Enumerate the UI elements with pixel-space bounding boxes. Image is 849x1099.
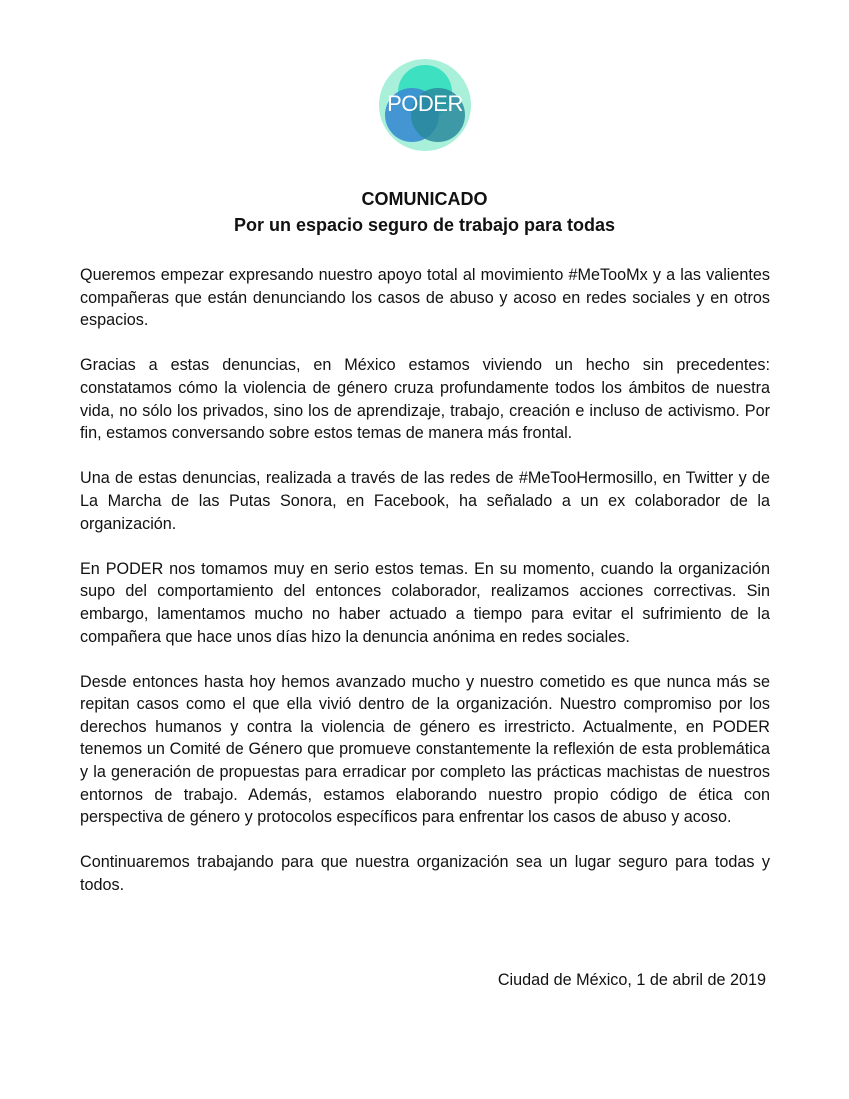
paragraph: Queremos empezar expresando nuestro apoyo total al movimiento #MeTooMx y a las valientes compañeras que están denunciando los casos de abuso y acoso en redes sociales y en otros espacios. [80, 266, 770, 330]
place-and-date: Ciudad de México, 1 de abril de 2019 [497, 971, 766, 989]
paragraph: Gracias a estas denuncias, en México estamos viviendo un hecho sin precedentes: constatamos cómo la violencia de género cruza profundamente todos los ámbitos de nuestra vida, no sólo los privados, sino los de aprendizaje, trabajo, creación e incluso de activismo. Por fin, estamos conversando sobre estos temas de manera más frontal. [80, 356, 770, 443]
document-body [80, 264, 770, 919]
document-label: COMUNICADO [361, 189, 488, 209]
document-title: Por un espacio seguro de trabajo para todas [233, 215, 616, 235]
paragraph: En PODER nos tomamos muy en serio estos temas. En su momento, cuando la organización supo del comportamiento del entonces colaborador, realizamos acciones correctivas. Sin embargo, lamentamos mucho no haber actuado a tiempo para evitar el sufrimiento de la compañera que hace unos días hizo la denuncia anónima en redes sociales. [80, 559, 770, 646]
paragraph: Continuaremos trabajando para que nuestra organización sea un lugar seguro para todas y todos. [80, 853, 770, 895]
paragraph: Desde entonces hasta hoy hemos avanzado mucho y nuestro cometido es que nunca más se repitan casos como el que ella vivió dentro de la organización. Nuestro compromiso por los derechos humanos y contra la violencia de género es irrestricto. Actualmente, en PODER tenemos un Comité de Género que promueve constantemente la reflexión de esta problemática y la generación de propuestas para erradicar por completo las prácticas machistas de nuestros entornos de trabajo. Además, estamos elaborando nuestro propio código de ética con perspectiva de género y protocolos específicos para enfrentar los casos de abuso y acoso. [80, 672, 770, 827]
document-heading [0, 186, 849, 238]
poder-logo [378, 58, 472, 152]
paragraph: Una de estas denuncias, realizada a través de las redes de #MeTooHermosillo, en Twitter y de La Marcha de las Putas Sonora, en Facebook, ha señalado a un ex colaborador de la organización. [80, 469, 770, 533]
poder-logo-graphic [378, 58, 472, 152]
logo-text: PODER [387, 91, 463, 116]
